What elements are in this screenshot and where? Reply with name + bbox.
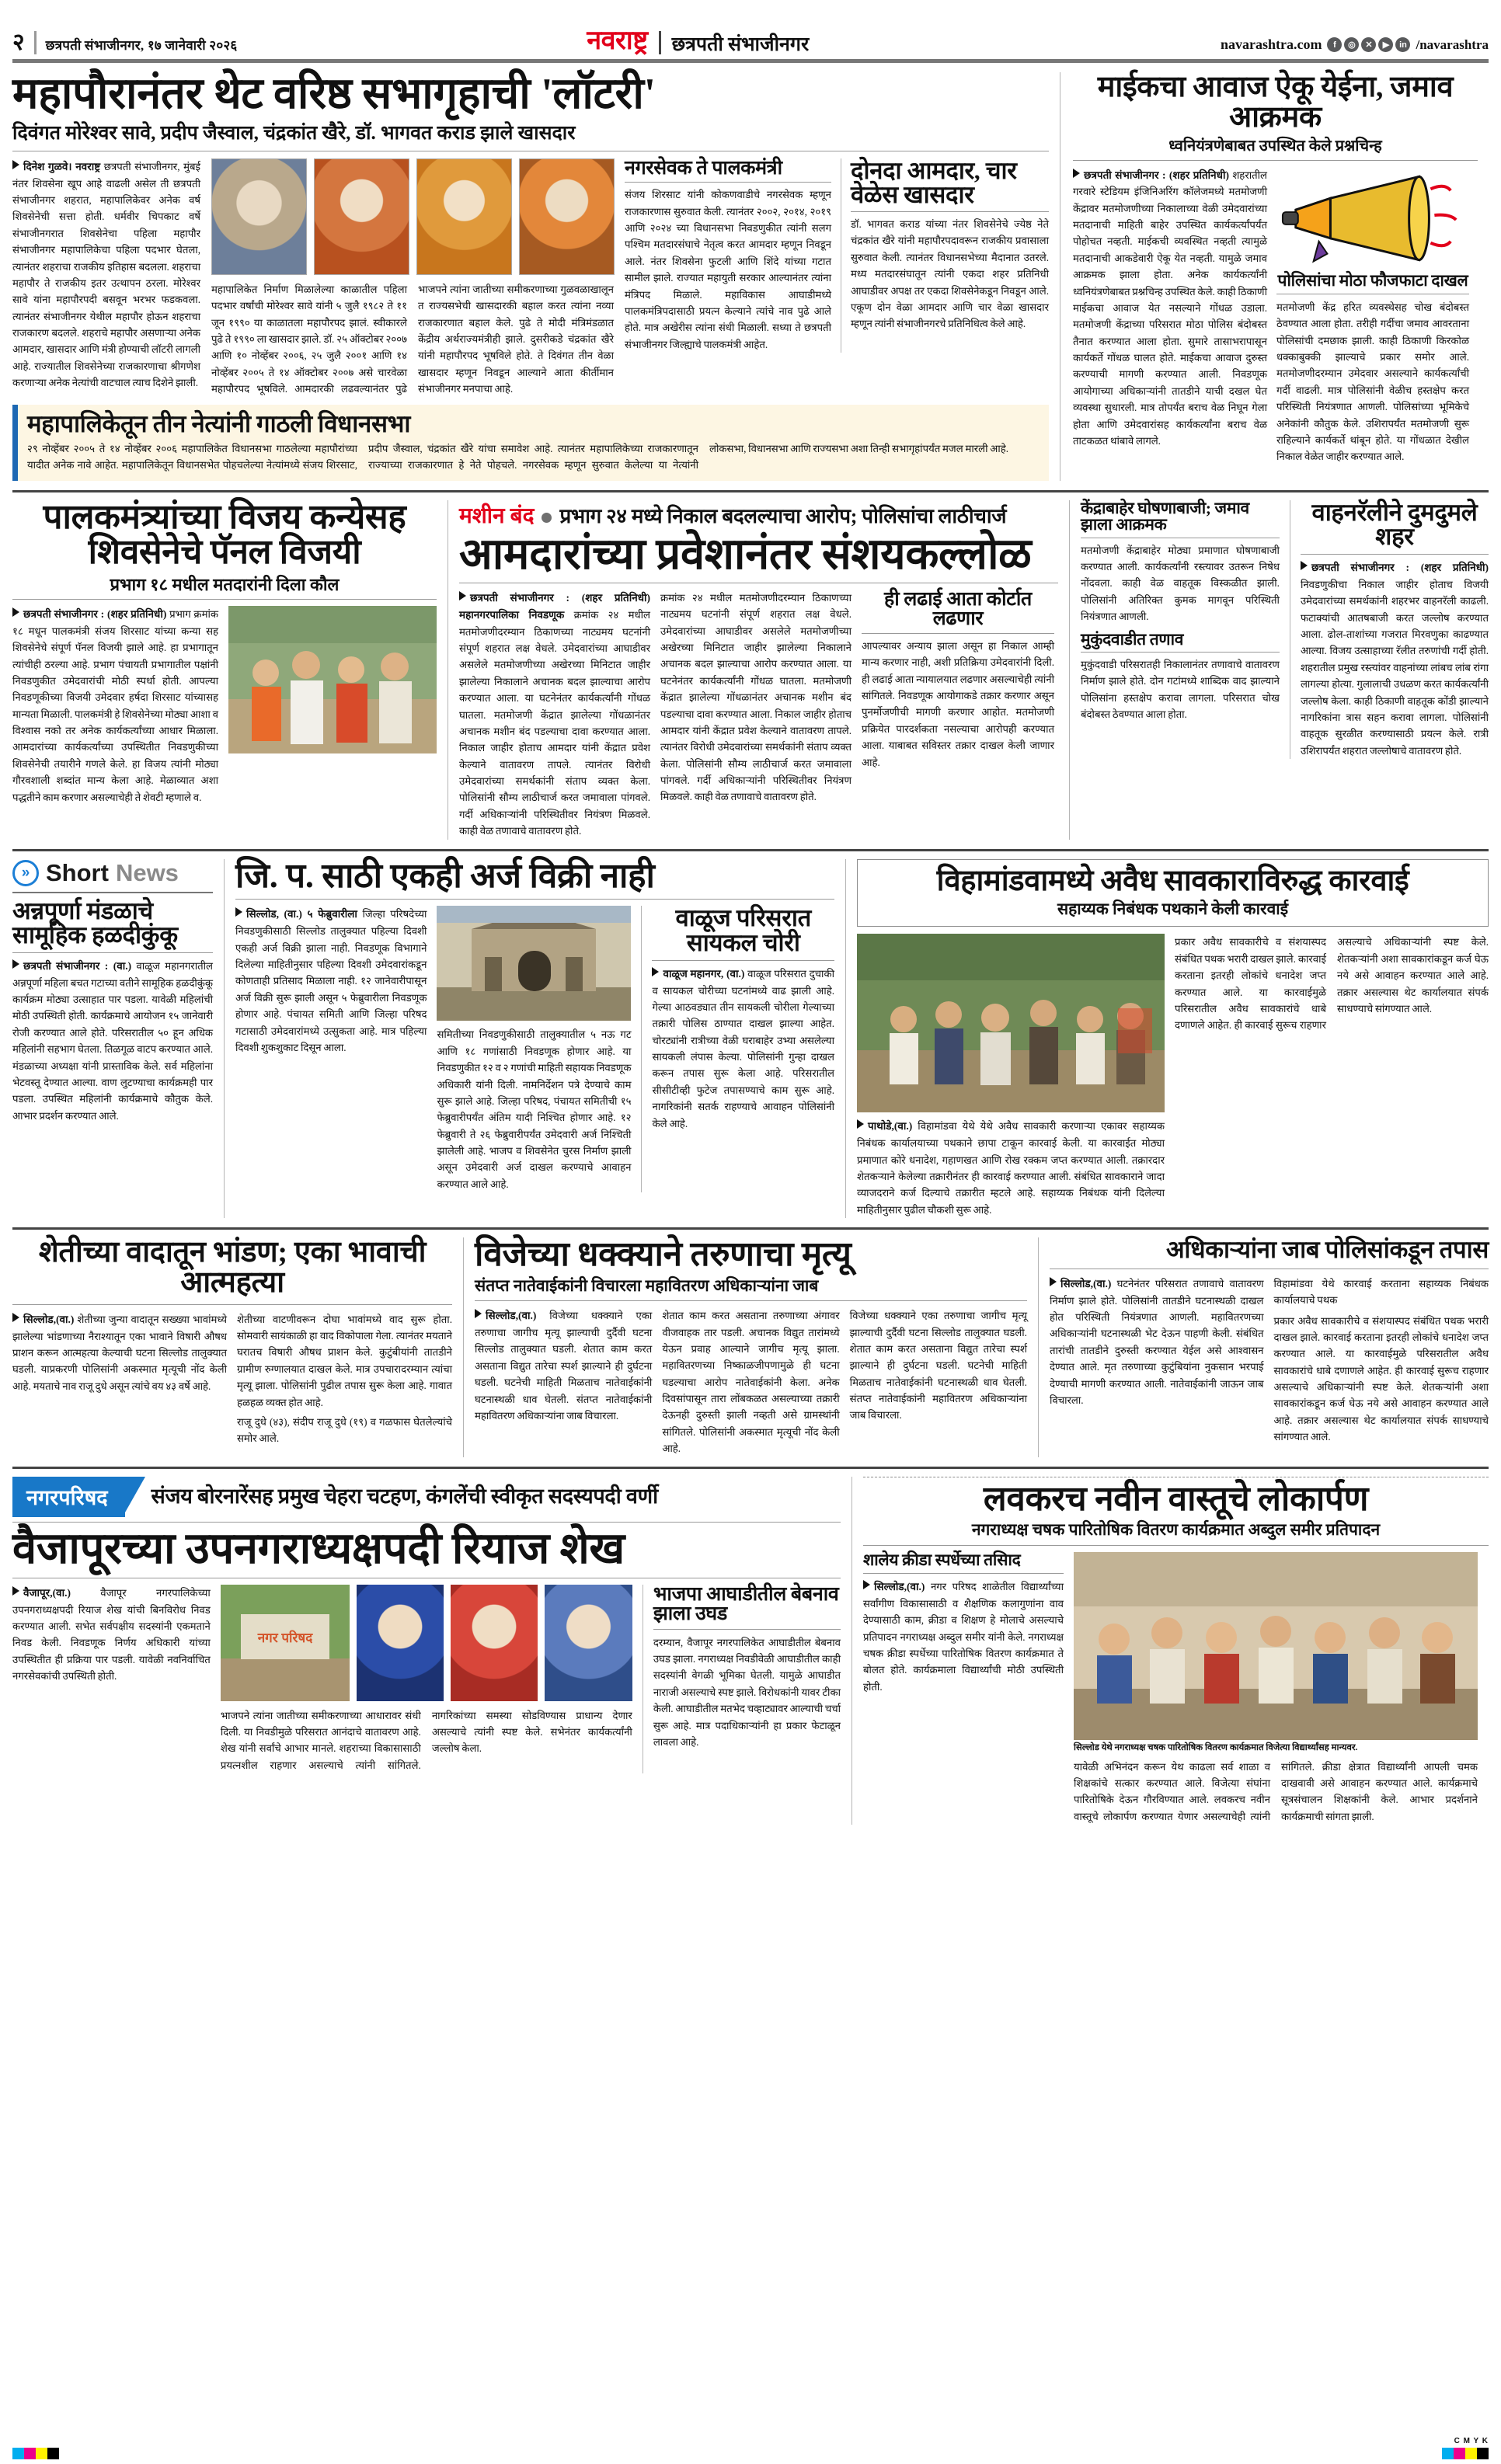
mike-body-2: मतमोजणी केंद्र हरित व्यवस्थेसह चोख बंदोबस्त ठेवण्यात आला होता. तरीही गर्दीचा जमाव आवरताना पोलिसांची दमछाक झाली. काही ठिकाणी किरकोळ धक्काबुक्की झाल्याचे प्रकार समोर आले. मतमोजणीदरम्यान उमेदवार असल्याने कार्यकर्त्यांची गर्दी वाढली. मात्र पोलिसांनी वेळीच हस्तक्षेप करत परिस्थिती नियंत्रणात आणली. पोलिसांच्या भूमिकेचे अनेकांनी कौतुक केले. उशिरापर्यंत मतमोजणी सुरू राहिल्याने कार्यकर्ते थांबून होते. या गोंधळात देखील निकाल वेळेत जाहीर करण्यात आले. — [1276, 301, 1469, 463]
farm-byline: सिल्लोड,(वा.) — [23, 1313, 75, 1325]
rally-body: निवडणुकीचा निकाल जाहीर होताच विजयी उमेदवारांच्या समर्थकांनी शहरभर वाहनरॅली काढली. फटाक्यांची आतषबाजी करत जल्लोष करण्यात आला. ढोल-ताशांच्या गजरात मिरवणुका काढण्यात आल्या. विजय उत्साहाच्या रॅलीत तरुणांची गर्दी होती. शहरातील प्रमुख रस्त्यांवर वाहनांच्या लांबच लांब रांगा लागल्या होत्या. गुलालाची उधळण करत कार्यकर्त्यांनी जल्लोष केला. काही ठिकाणी वाहतूक कोंडी झाल्याने नागरिकांना त्रास सहन करावा लागला. पोलिसांनी वाहतूक सुरळीत करण्यासाठी प्रयत्न केले. रात्री उशिरापर्यंत शहरात जल्लोषाचे वातावरण होते. — [1300, 578, 1489, 757]
award-body: नगर परिषद शाळेतील विद्यार्थ्यांच्या सर्वांगीण विकासासाठी व शैक्षणिक कलागुणांना वाव देण्यासाठी काम, क्रीडा व शिक्षण हे मोलाचे असल्याचे प्रतिपादन नगराध्यक्ष अब्दुल समीर यांनी केले. नगराध्यक्ष चषक क्रीडा स्पर्धेच्या पारितोषिक वितरण कार्यक्रमात ते बोलत होते. कार्यक्रमाला विद्यार्थ्यांची मोठी उपस्थिती होती. — [863, 1580, 1064, 1693]
machine-right-col — [1069, 500, 1489, 840]
lead-box-2-body: डॉ. भागवत कराड यांच्या नंतर शिवसेनेचे ज्येष्ठ नेते चंद्रकांत खैरे यांनी महापौरपदावरून राजकीय प्रवासाला सुरुवात केली. त्यानंतर विधानसभेच्या मैदानात उतरले. मध्य मतदारसंघातून त्यांनी एकदा शहर प्रतिनिधी आघाडीवर अपक्ष तर एकदा शिवसेनेकडून निवडून आले. एकूण दोन वेळा आमदार आणि चार वेळा खासदार म्हणून त्यांनी संभाजीनगरचे प्रतिनिधित्व केले आहे. — [851, 218, 1049, 330]
mike-photo-caption: पोलिसांचा मोठा फौजफाटा दाखल — [1277, 270, 1468, 290]
zp-body-2: समितीच्या निवडणुकीसाठी तालुक्यातील ५ नऊ गट आणि १८ गणांसाठी निवडणूक होणार आहे. या निवडणुकीत १२ व २ गणांची माहिती सहायक निवडणूक अधिकारी यांनी दिली. नामनिर्देशन पत्रे देण्याचे काम सुरू झाले आहे. जिल्हा परिषद, पंचायत समितीची १५ फेब्रुवारीपर्यंत अंतिम यादी निश्चित होणार आहे. १२ फेब्रुवारी ते २६ फेब्रुवारीपर्यंत उमेदवारी अर्ज निश्चिती झालेली आहे. भाजप व शिवसेनेत चुरस निर्माण झाली असून उमेदवारी अर्ज दाखल करण्याचे आवाहन करण्यात आले आहे. — [437, 1028, 632, 1190]
lead-box-2 — [841, 158, 1049, 353]
award-col-2 — [1074, 1552, 1478, 1825]
award-kicker: नगराध्यक्ष चषक पारितोषिक वितरण कार्यक्रमात अब्दुल समीर प्रतिपादन — [971, 1520, 1381, 1540]
brand-edition-city: छत्रपती संभाजीनगर — [671, 34, 810, 55]
award-subheadline: शालेय क्रीडा स्पर्धेच्या तसिाद — [863, 1550, 1021, 1569]
zp-col-1 — [235, 906, 427, 1192]
farm-headline: शेतीच्या वादातून भांडण; एका भावाची आत्महत्या — [38, 1236, 427, 1299]
brand-block — [587, 28, 809, 54]
machine-box1-body: आपल्यावर अन्याय झाला असून हा निकाल आम्ही मान्य करणार नाही, अशी प्रतिक्रिया उमेदवारांनी दिली. ही लढाई आता न्यायालयात लढणार असल्याचेही त्यांनी सांगितले. निवडणूक आयोगाकडे तक्रार करणार असून पुनर्मोजणीची मागणी करणार आहोत. मतमोजणी प्रक्रियेत पारदर्शकता नसल्याचा आरोपही करण्यात आला. याबाबत सविस्तर तक्रार दाखल केली जाणार आहे. — [862, 639, 1054, 768]
bullet-icon — [12, 160, 19, 169]
np-byline: वैजापूर,(वा.) — [23, 1586, 71, 1599]
vihamandwa-photo — [857, 934, 1165, 1112]
award-headline: लवकरच नवीन वास्तूचे लोकार्पण — [983, 1479, 1369, 1518]
panel-byline: छत्रपती संभाजीनगर : (शहर प्रतिनिधी) — [23, 607, 167, 620]
vihamandwa-photo-col — [857, 934, 1165, 1218]
lead-section — [12, 72, 1489, 481]
np-photo-4 — [545, 1585, 632, 1701]
megaphone-icon — [1276, 167, 1469, 268]
masthead-social — [1221, 37, 1489, 54]
machine-box2-body2: मुकुंदवाडी परिसरातही निकालानंतर तणावाचे वातावरण निर्माण झाले होते. दोन गटांमध्ये शाब्दिक वाद झाल्याने पोलिसांना हस्तक्षेप करावा लागला. परिसरात चोख बंदोबस्त ठेवण्यात आला होता. — [1081, 658, 1280, 721]
vihamandwa-subheadline: सहाय्यक निबंधक पथकाने केली कारवाई — [1057, 900, 1289, 919]
panel-photo-figures — [228, 606, 437, 753]
portrait-4 — [519, 158, 615, 275]
lead-main — [12, 72, 1060, 481]
mike-col-2 — [1276, 167, 1469, 465]
np-col-2 — [221, 1585, 632, 1774]
vihamandwa-photo-scene — [857, 934, 1165, 1112]
svg-text:नगर परिषद: नगर परिषद — [257, 1630, 313, 1645]
mike-headline: माईकचा आवाज ऐकू येईना, जमाव आक्रमक — [1097, 71, 1454, 134]
np-photo-1-wrap — [221, 1585, 350, 1701]
mike-byline: छत्रपती संभाजीनगर : (शहर प्रतिनिधी) — [1084, 169, 1229, 181]
electric-col-1 — [475, 1307, 652, 1456]
x-twitter-icon[interactable]: ✕ — [1361, 37, 1376, 52]
zp-byline: सिल्लोड, (वा.) ५ फेब्रुवारीला — [246, 908, 357, 921]
lead-box-1-title: नगरसेवक ते पालकमंत्री — [625, 157, 782, 179]
np-photo-1 — [221, 1585, 350, 1701]
lead-subheadline: दिवंगत मोरेश्वर सावे, प्रदीप जैस्वाल, चंद्रकांत खैरे, डॉ. भागवत कराड झाले खासदार — [12, 123, 576, 144]
portrait-photo-4 — [519, 158, 615, 275]
zp-body: जिल्हा परिषदेच्या निवडणुकीसाठी सिल्लोड तालुक्यात पहिल्या दिवशी एकही अर्ज विक्री झाला नाही. निवडणूक विभागाने दिलेल्या माहितीनुसार पहिल्या दिवशी उमेदवारांकडून कोणताही प्रतिसाद मिळाला नाही. १२ जानेवारीपासून अर्ज विक्री सुरू झाली असून ५ फेब्रुवारीला निवडणूक होणार आहे. पंचायत समिती आणि जिल्हा परिषद गटासाठी उमेदवारांमध्ये उत्सुकता आहे. मात्र पहिल्या दिवशी शुकशुकाट दिसून आला. — [235, 908, 427, 1053]
farm-col-2 — [237, 1311, 452, 1447]
machine-kicker: प्रभाग २४ मध्ये निकाल बदलल्याचा आरोप; पोलिसांचा लाठीचार्ज — [559, 504, 1007, 527]
lead-highlight-box — [12, 405, 1049, 480]
machine-col-3 — [862, 590, 1054, 840]
vihamandwa-body: विहामांडवा येथे येथे अवैध सावकारी करणाऱ्या एकावर सहाय्यक निबंधक कार्यालयाच्या पथकाने छापा टाकून कारवाई केली. या कारवाईत मोठ्या प्रमाणात कोरे धनादेश, गहाणखत आणि रोख रक्कम जप्त करण्यात आली. तक्रारदार शेतकऱ्याने केलेल्या तक्रारीनंतर ही कारवाई करण्यात आली. संबंधित सावकाराने जादा व्याजदराने कर्ज दिल्याचे तक्रारीत म्हटले आहे. सहाय्यक निबंधक यांनी दिलेल्या माहितीनुसार पुढील चौकशी सुरू आहे. — [857, 1120, 1165, 1216]
vihamandwa-box — [857, 859, 1489, 927]
np-body-2: भाजपने त्यांना जातीच्या समीकरणाच्या आधारावर संधी दिली. या निवडीमुळे परिसरात आनंदाचे वातावरण आहे. शेख यांनी सर्वांचे आभार मानले. शहराच्या विकासासाठी प्रयत्नशील राहणार असल्याचे त्यांनी सांगितले. नागरिकांच्या समस्या सोडविण्यास प्राधान्य देणार असल्याचे त्यांनी स्पष्ट केले. सभेनंतर कार्यकर्त्यांनी जल्लोष केला. — [220, 1709, 632, 1771]
website-url[interactable]: navarashtra.com — [1221, 37, 1322, 52]
np-photo-2 — [357, 1585, 444, 1701]
bullet-icon — [12, 1586, 19, 1596]
bullet-icon — [652, 967, 659, 976]
masthead-divider — [34, 31, 37, 54]
electric-body-3: विजेच्या धक्क्याने एका तरुणाचा जागीच मृत्यू झाल्याची दुर्दैवी घटना सिल्लोड तालुक्यात घडली. शेतात काम करत असताना विद्युत तारेचा स्पर्श झाल्याने ही दुर्घटना घडली. घटनेची माहिती मिळताच नातेवाईकांनी घटनास्थळी धाव घेतली. संतप्त नातेवाईकांनी महावितरण अधिकाऱ्यांना जाब विचारला. — [849, 1310, 1027, 1422]
award-col-1 — [863, 1552, 1064, 1825]
rally-story — [1290, 500, 1489, 759]
mike-subheadline: ध्वनियंत्रणेबाबत उपस्थित केले प्रश्नचिन्ह — [1168, 137, 1382, 155]
police-col-1 — [1050, 1276, 1264, 1446]
np-photo-2-wrap — [357, 1585, 444, 1701]
machine-box2-body: मतमोजणी केंद्राबाहेर मोठ्या प्रमाणात घोषणाबाजी करण्यात आली. कार्यकर्त्यांनी रस्त्यावर उतरून निषेध नोंदवला. काही वेळ वाहतूक विस्कळीत झाली. पोलिसांनी अतिरिक्त कुमक मागवून परिस्थिती नियंत्रणात आणली. — [1081, 544, 1280, 623]
portrait-strip — [211, 158, 614, 275]
np-box — [643, 1585, 841, 1774]
machine-box2-title: केंद्राबाहेर घोषणाबाजी; जमाव झाला आक्रमक — [1081, 498, 1249, 534]
panel-subheadline: प्रभाग १८ मधील मतदारांनी दिला कौल — [110, 574, 340, 594]
panel-headline: पालकमंत्र्यांच्या विजय कन्येसह शिवसेनेचे पॅनल विजयी — [43, 497, 406, 571]
social-icons — [1327, 37, 1410, 52]
section-rule-4 — [12, 1467, 1489, 1469]
electric-body: विजेच्या धक्क्याने एका तरुणाचा जागीच मृत्यू झाल्याची दुर्दैवी घटना सिल्लोड तालुक्यात घडली. शेतात काम करत असताना विद्युत तारेचा स्पर्श झाल्याने ही दुर्घटना घडली. घटनेची माहिती मिळताच नातेवाईकांनी घटनास्थळी धाव घेतली. संतप्त नातेवाईकांनी महावितरण अधिकाऱ्यांना जाब विचारला. — [475, 1310, 653, 1422]
police-body-2: प्रकार अवैध सावकारीचे व संशयास्पद संबंधित पथक भरारी दाखल झाले. कारवाई करताना इतरही लोकांचे धनादेश जप्त करण्यात आले. या कारवाईमुळे परिसरातील अवैध सावकारांचे धाबे दणाणले आहेत. ही कारवाई सुरूच राहणार असल्याचे अधिकाऱ्यांनी स्पष्ट केले. शेतकऱ्यांनी अशा सावकारांकडून कर्ज घेऊ नये असे आवाहन करण्यात आले आहे. तक्रार असल्यास थेट कार्यालयात संपर्क साधण्याचे सांगण्यात आले. — [1273, 1314, 1489, 1443]
bullet-icon — [475, 1309, 482, 1318]
award-byline: सिल्लोड,(वा.) — [874, 1580, 925, 1592]
linkedin-icon[interactable]: in — [1395, 37, 1410, 52]
valuj-headline: वाळूज परिसरात सायकल चोरी — [675, 904, 811, 957]
electric-byline: सिल्लोड,(वा.) — [486, 1310, 537, 1322]
cmyk-marks-right — [1442, 2448, 1489, 2459]
lead-box-1-body: संजय शिरसाट यांनी कोकणवाडीचे नगरसेवक म्हणून राजकारणास सुरुवात केली. त्यानंतर २००२, २०१४, २०१९ आणि २०२४ च्या विधानसभा निवडणुकीत त्यांनी सलग पश्चिम मतदारसंघाचे नेतृत्व करत आमदार म्हणून निवडून आले. नंतर शिवसेना फुटली आणि शिंदे यांच्या गटात सामील झाले. राज्यात महायुती सरकार आल्यानंतर त्यांना मंत्रिपद मिळाले. महाविकास आघाडीमध्ये पालकमंत्रिपदासाठी प्रयत्न केल्याने त्यांचे नाव पुढे आले होते. मात्र अखेरीस त्यांना संधी मिळाली. सध्या ते छत्रपती संभाजीनगर जिल्ह्याचे पालकमंत्री आहेत. — [625, 189, 831, 350]
portrait-photo-1 — [211, 158, 307, 275]
farm-body-2: शेतीच्या वाटणीवरून दोघा भावांमध्ये वाद सुरू होता. सोमवारी सायंकाळी हा वाद विकोपाला गेला. त्यानंतर मयताने घरातच विषारी औषध प्राशन केले. कुटुंबीयांनी तातडीने ग्रामीण रुग्णालयात दाखल केले. मात्र उपचारादरम्यान त्यांचा मृत्यू झाला. पोलिसांनी पुढील तपास सुरू केला आहे. गावात हळहळ व्यक्त होत आहे. — [237, 1313, 452, 1408]
lead-byline: दिनेश गुळवे। नवराष्ट्र — [23, 160, 101, 172]
police-story — [1038, 1237, 1489, 1456]
electric-body-2: शेतात काम करत असताना तरुणाच्या अंगावर वीजवाहक तार पडली. अचानक विद्युत तारांमध्ये येऊन प्रवाह आल्याने जागीच मृत्यू झाला. महावितरणच्या निष्काळजीपणामुळे ही घटना घडल्याचा आरोप नातेवाईकांनी केला. अनेक दिवसांपासून तारा लोंबकळत असल्याच्या तक्रारी देऊनही दुरुस्ती झाली नव्हती असे ग्रामस्थांनी सांगितले. पोलिसांनी अकस्मात मृत्यूची नोंद केली आहे. — [662, 1310, 840, 1455]
lead-col-3 — [625, 158, 1049, 398]
bullet-icon — [1050, 1277, 1057, 1286]
bullet-dot-icon — [542, 513, 552, 523]
lead-col-2 — [211, 158, 614, 398]
police-byline: सिल्लोड,(वा.) — [1060, 1277, 1112, 1289]
machine-byline: छत्रपती संभाजीनगर : (शहर प्रतिनिधी) महानगरपालिका निवडणूक — [459, 591, 650, 621]
zp-headline: जि. प. साठी एकही अर्ज विक्री नाही — [235, 856, 655, 895]
electric-col-3 — [850, 1307, 1027, 1456]
machine-story — [448, 500, 1069, 840]
vihamandwa-story — [845, 859, 1489, 1219]
bullet-icon — [459, 591, 466, 600]
portrait-1 — [211, 158, 307, 275]
rally-byline: छत्रपती संभाजीनगर : (शहर प्रतिनिधी) — [1311, 562, 1489, 574]
lead-box-2-title: दोनदा आमदार, चार वेळेस खासदार — [851, 156, 1017, 209]
farm-body: शेतीच्या जुन्या वादातून सख्ख्या भावांमध्ये झालेल्या भांडणाच्या नैराश्यातून एका भावाने विषारी औषध प्राशन करून आत्महत्या केल्याची घटना सिल्लोड तालुक्यात घडली. याप्रकरणी पोलिसांनी अकस्मात मृत्यूची नोंद केली आहे. मयताचे नाव राजू दुधे असून त्यांचे वय ४३ वर्षे आहे. — [12, 1313, 227, 1392]
second-band — [12, 497, 1489, 840]
np-photo-4-wrap — [545, 1585, 632, 1701]
mike-col-1 — [1073, 167, 1267, 465]
vihamandwa-headline: विहामांडवामध्ये अवैध सावकाराविरुद्ध कारवाई — [936, 864, 1409, 897]
lead-body-1: छत्रपती संभाजीनगर, मुंबई नंतर शिवसेना खूप आहे वाढली असेल ती छत्रपती संभाजीनगर शहरात, महापालिकेवर अनेक वर्ष शिवसेनेची सत्ता होती. धर्मवीर चिपकाट वर्षे संभाजीनगरात शिवसेनेचा पहिला महापौर संभाजीनगर महापालिकेचा पहिला पदभार घेतला, त्यानंतर शहराचा राजकीय इतिहास बदलला. शहराचा महापौर ते राजकीय इतर उत्थापन ठरला. मोरेश्वर सावे यांना महापौरपदी बसवून भरभर फडकवला. त्यानंतर संभाजीनगर येथील महापौर होऊन शहराचा राजकारण बदलले. शहराचे महापौर असणाऱ्या अनेक आमदार, खासदार आणि मंत्री होण्याची लॉटरी लागली आहे. राज्यातील शिवसेनेच्या राजकारणाचा श्रीगणेश करणाऱ्या अनेक नेत्यांची वाटचाल त्याच दिशेने झाली. — [12, 160, 200, 389]
machine-col-1 — [459, 590, 650, 840]
bullet-icon — [12, 607, 19, 617]
police-headline: अधिकाऱ्यांना जाब पोलिसांकडून तपास — [1166, 1236, 1489, 1264]
np-box-body: दरम्यान, वैजापूर नगरपालिकेत आघाडीतील बेबनाव उघड झाला. नगराध्यक्ष निवडीवेळी आघाडीतील काही सदस्यांनी वेगळी भूमिका घेतली. यामुळे आघाडीत नाराजी असल्याचे स्पष्ट झाले. विरोधकांनी यावर टीका केली. आघाडीतील मतभेद चव्हाट्यावर आल्याची चर्चा सुरू आहे. मात्र पदाधिकाऱ्यांनी हा प्रकार फेटाळून लावला आहे. — [653, 1636, 841, 1748]
machine-headline: आमदारांच्या प्रवेशानंतर संशयकल्लोळ — [459, 530, 1032, 579]
vihamandwa-byline: पाथोडे,(वा.) — [868, 1120, 913, 1133]
zp-photo-building — [437, 906, 631, 1021]
brand-logo: नवराष्ट्र — [587, 26, 648, 55]
farm-col-1 — [12, 1311, 227, 1447]
masthead — [12, 11, 1489, 54]
police-col-2 — [1274, 1276, 1489, 1446]
vihamandwa-body-2: प्रकार अवैध सावकारीचे व संशयास्पद संबंधित पथक भरारी दाखल झाले. कारवाई करताना इतरही लोकांचे धनादेश जप्त करण्यात आले. या कारवाईमुळे परिसरातील अवैध सावकारांचे धाबे दणाणले आहेत. ही कारवाई सुरूच राहणार असल्याचे अधिकाऱ्यांनी स्पष्ट केले. शेतकऱ्यांनी अशा सावकारांकडून कर्ज घेऊ नये असे आवाहन करण्यात आले आहे. तक्रार असल्यास थेट कार्यालयात संपर्क साधण्याचे सांगण्यात आले. — [1175, 936, 1489, 1032]
megaphone-photo — [1276, 167, 1469, 268]
mike-story — [1060, 72, 1478, 481]
valuj-body: वाळूज परिसरात दुचाकी व सायकल चोरीच्या घटनांमध्ये वाढ झाली आहे. गेल्या आठवड्यात तीन सायकली चोरीला गेल्याच्या तक्रारी पोलिस ठाण्यात दाखल झाल्या आहेत. चोरट्यांनी रात्रीच्या वेळी घराबाहेर उभ्या असलेल्या सायकली लंपास केल्या. पोलिसांनी गुन्हा दाखल करून तपास सुरू केला आहे. परिसरातील सीसीटीव्ही फुटेज तपासण्याचे काम सुरू आहे. नागरिकांनी सतर्क राहण्याचे आवाहन पोलिसांनी केले आहे. — [652, 967, 834, 1129]
nagarparishad-kicker: संजय बोरनारेंसह प्रमुख चेहरा चटहण, कंगलेंची स्वीकृत सदस्यपदी वर्णी — [151, 1484, 658, 1508]
lead-body-2: महापालिकेत निर्माण मिळालेल्या काळातील पहिला पदभार वर्षांची मोरेश्वर सावे यांनी ५ जुलै १९८२ ते ११ जून १९९० या काळातला महापौरपद झालं. स्वीकारले पुढे ते १९९० ला खासदार झाले. डॉ. २५ ऑक्टोबर २००७ आणि १० नोव्हेंबर २००६, २५ जुलै २००१ आणि १४ नोव्हेंबर २००५ ते १४ ऑक्टोबर २००७ असे चारवेळा महापौरपद भूषविले. आमदारकी लढवल्यानंतर पुढे भाजपने त्यांना जातीच्या समीकरणाच्या गुळवळाखालून त राज्यसभेची खासदारकी बहाल करत त्यांना नव्या राजकारणात बहाल केले. पुढे ते मोदी मंत्रिमंडळात केंद्रीय अर्थराज्यमंत्रीही झाले. दुसरीकडे चंद्रकांत खैरे यांनी महापौरपद भूषविले होते. ते दिवंगत तीन वेळा खासदार म्हणून निवडून आल्याने आता कीर्तीमान संभाजीनगर मनपाचा आहे. — [211, 283, 614, 395]
valuj-story — [641, 906, 834, 1192]
lead-box-1 — [625, 158, 831, 353]
award-story — [851, 1477, 1489, 1825]
short-news-label-1: Short — [46, 858, 109, 886]
zp-story — [224, 856, 845, 1219]
section-rule-2 — [12, 849, 1489, 851]
mike-body: शहरातील गरवारे स्टेडियम इंजिनिअरिंग कॉलेजमध्ये मतमोजणी केंद्रावर मतमोजणीच्या निकालाच्या वेळी उमेदवारांच्या मतदानाची माहिती बाहेर उपस्थित कार्यकर्त्यांपर्यंत पोहोचत नव्हती. माईकची व्यवस्थित नव्हती त्यामुळे मतदानाची आकडेवारी ऐकू येत नव्हती. यामुळे जमाव आक्रमक झाला होता. अनेक कार्यकर्त्यांनी ध्वनियंत्रणेबाबत प्रश्नचिन्ह उपस्थित केले. काही ठिकाणी माईकचा आवाज येत नसल्याने गोंधळ उडाला. मतमोजणी केंद्राच्या परिसरात मोठा पोलिस बंदोबस्त तैनात करण्यात आला होता. सुमारे तासाभरापासून कार्यकर्ते गोंधळ घालत होते. माईकचा आवाज दुरुस्त करण्याची मागणी करण्यात आली. निवडणूक आयोगाच्या अधिकाऱ्यांनी तातडीने याची दखल घेत व्यवस्था सुधारली. मात्र तोपर्यंत बराच वेळ निघून गेला होता आणि उमेदवारांसह कार्यकर्त्यांना बराच वेळ ताटकळत थांबावे लागले. — [1073, 169, 1267, 447]
award-photo-scene — [1074, 1552, 1478, 1740]
award-photo — [1074, 1552, 1478, 1740]
np-col-1 — [12, 1585, 211, 1774]
portrait-3 — [416, 158, 512, 275]
short-news-header — [12, 859, 213, 887]
portrait-2 — [314, 158, 409, 275]
award-body-2: यावेळी अभिनंदन करून येथ काढला सर्व शाळा व शिक्षकांचे सत्कार करण्यात आले. विजेत्या संघांना पारितोषिके देऊन गौरविण्यात आले. लवकरच नवीन वास्तूचे लोकार्पण करण्यात येणार असल्याचेही त्यांनी सांगितले. क्रीडा क्षेत्रात विद्यार्थ्यांनी आपली चमक दाखवावी असे आवाहन करण्यात आले. कार्यक्रमाचे सूत्रसंचालन शिक्षकांनी केले. आभार प्रदर्शनाने कार्यक्रमाची सांगता झाली. — [1074, 1760, 1478, 1822]
electric-headline: विजेच्या धक्क्याने तरुणाचा मृत्यू — [475, 1235, 851, 1274]
nagarparishad-tag: नगरपरिषद — [12, 1477, 125, 1517]
bullet-icon — [12, 959, 19, 969]
short-news-body: वाळूज महानगरातील अन्नपूर्णा महिला बचत गटाच्या वतीने सामूहिक हळदीकुंकू कार्यक्रम मोठ्या उत्साहात पार पडला. यावेळी महिलांची मोठी उपस्थिती होती. कार्यक्रमाचे आयोजन १५ जानेवारी रोजी करण्यात आले होते. परिसरातील ५० हून अधिक महिलांनी सहभाग घेतला. तिळगूळ वाटप करण्यात आले. मंडळाच्या अध्यक्षा यांनी प्रास्ताविक केले. सर्व महिलांना भेटवस्तू देण्यात आल्या. वाण लुटण्याचा कार्यक्रमही पार पडला. उपस्थित महिलांनी कार्यक्रमाचे कौतुक केले. आभार प्रदर्शन करण्यात आले. — [12, 959, 213, 1122]
panel-col-1 — [12, 606, 218, 806]
highlight-body: २९ नोव्हेंबर २००५ ते १४ नोव्हेंबर २००६ महापालिकेत विधानसभा गाठलेल्या महापौरांच्या यादीत अनेक नावे आहेत. महापालिकेतून विधानसभेत पोहचलेल्या नेत्यांमध्ये संजय शिरसाट, प्रदीप जैस्वाल, चंद्रकांत खैरे यांचा समावेश आहे. त्यानंतर महापालिकेच्या राजकारणातून राज्याच्या राजकारणात हे नेते पोहचले. नगरसेवक म्हणून सुरुवात केलेल्या या नेत्यांनी लोकसभा, विधानसभा आणि राज्यसभा अशा तिन्ही सभागृहांपर्यंत मजल मारली आहे. — [27, 443, 1009, 472]
section-rule-3 — [12, 1227, 1489, 1230]
farm-story — [12, 1237, 463, 1456]
machine-box2 — [1081, 500, 1280, 759]
masthead-rule — [12, 59, 1489, 63]
short-news-headline: अन्नपूर्णा मंडळाचे सामूहिक हळदीकुंकू — [12, 896, 178, 949]
panel-photo — [228, 606, 437, 753]
np-photo-3-wrap — [451, 1585, 538, 1701]
machine-box1-title: ही लढाई आता कोर्टात लढणार — [884, 588, 1032, 630]
panel-col-2 — [228, 606, 437, 806]
section-rule-1 — [12, 490, 1489, 492]
np-box-title: भाजपा आघाडीतील बेबनाव झाला उघड — [653, 1583, 839, 1625]
nagarparishad-headline: वैजापूरच्या उपनगराध्यक्षपदी रियाज शेख — [12, 1524, 625, 1573]
dateline: छत्रपती संभाजीनगर, १७ जानेवारी २०२६ — [45, 38, 238, 53]
farm-detail: राजू दुधे (४३), संदीप राजू दुधे (१९) व गळफास घेतलेल्यांचे समोर आले. — [237, 1415, 452, 1445]
machine-badge: मशीन बंद — [459, 503, 535, 528]
shortnews-band — [12, 856, 1489, 1219]
masthead-left — [12, 31, 237, 54]
bullet-icon — [863, 1580, 870, 1589]
instagram-icon[interactable]: ◎ — [1344, 37, 1359, 52]
nagarparishad-story — [12, 1477, 851, 1825]
electric-col-2 — [662, 1307, 839, 1456]
vihamandwa-text-col — [1175, 934, 1489, 1218]
page-number: २ — [12, 30, 25, 55]
bullet-icon — [235, 907, 242, 917]
lead-col-1 — [12, 158, 200, 398]
valuj-byline: वाळूज महानगर, (वा.) — [663, 967, 745, 980]
electric-story — [463, 1237, 1038, 1456]
highlight-title: महापालिकेतून तीन नेत्यांनी गाठली विधानसभा — [27, 410, 411, 438]
brand-separator — [659, 31, 661, 54]
zp-photo — [437, 906, 631, 1021]
vihamandwa-caption: विहामांडवा येथे कारवाई करताना सहाय्यक निबंधक कार्यालयाचे पथक — [1273, 1277, 1489, 1307]
short-news — [12, 859, 224, 1219]
cmyk-marks-left — [12, 2448, 59, 2459]
youtube-icon[interactable]: ▶ — [1378, 37, 1393, 52]
machine-box2-title2: मुकुंदवाडीत तणाव — [1081, 629, 1184, 649]
rally-headline: वाहनरॅलीने दुमदुमले शहर — [1311, 498, 1478, 551]
short-news-label-2: News — [115, 858, 179, 886]
bullet-icon — [1073, 169, 1080, 178]
arrow-circle-icon: » — [12, 860, 39, 886]
panel-body: प्रभाग क्रमांक १८ मधून पालकमंत्री संजय शिरसाट यांच्या कन्या सह शिवसेनेचे संपूर्ण पॅनल विजयी झाले आहे. हा प्रभागातून त्यांचीही ठरल्या आहे. प्रभाग पंचायती प्रभागातील पक्षांनी निवडणुकीत उमेदवारांची मोठी स्पर्धा होती. आपल्या निवडणूकीच्या विजयी उमेदवार हर्षदा शिरसाट यांच्यासह मान्यता मिळाली. पालकमंत्री हे शिवसेनेच्या मोठ्या आशा व विश्वास नको तर अनेक कार्यकर्त्यांच्या आधार मिळाला. आमदारांच्या कार्यकर्त्यांच्या उपस्थितीत निवडणुकीच्या शिवसेनेची तयारीने गणले केले. हा विजय त्यांनी मोठ्या गौरवशाली शब्दांत मान्य केला आहे. मेळाव्यात अशा पद्धतीने काम करणार असल्याचेही ते शेवटी म्हणाले व. — [12, 607, 218, 803]
np-body: वैजापूर नगरपालिकेच्या उपनगराध्यक्षपदी रियाज शेख यांची बिनविरोध निवड करण्यात आली. सभेत सर्वपक्षीय सदस्यांनी एकमताने निवड केली. निवडणूक निर्णय अधिकारी यांच्या उपस्थितीत ही प्रक्रिया पार पडली. यावेळी नवनिर्वाचित नगरसेवकांची उपस्थिती होती. — [12, 1586, 211, 1683]
bullet-icon — [1301, 561, 1308, 570]
panel-story — [12, 497, 448, 840]
machine-body: क्रमांक २४ मधील मतमोजणीदरम्यान ठिकाणच्या नाट्यमय घटनांनी संपूर्ण शहरात लक्ष वेधले. उमेदवारांच्या आघाडीवर असलेले मतमोजणीच्या अखेरच्या मिनिटात जाहीर झालेल्या निकालाने अचानक बदल झाल्याचा आरोप करण्यात आला. या घटनेनंतर कार्यकर्त्यांनी गोंधळ घातला. मतमोजणी केंद्रात झालेल्या गोंधळानंतर अचानक मशीन बंद पडल्याचा दावा करण्यात आला. निकाल जाहीर होताच आमदार यांनी केंद्रात प्रवेश केल्याने वातावरण तापले. त्यानंतर विरोधी उमेदवारांच्या समर्थकांनी संताप व्यक्त केला. पोलिसांनी सौम्य लाठीचार्ज करत जमावाला पांगवले. गर्दी अधिकाऱ्यांनी परिस्थितीवर नियंत्रण मिळवले. काही वेळ तणावाचे वातावरण होते. — [459, 608, 650, 837]
lead-headline: महापौरानंतर थेट वरिष्ठ सभागृहाची 'लॉटरी' — [12, 70, 656, 118]
machine-body-cont: क्रमांक २४ मधील मतमोजणीदरम्यान ठिकाणच्या नाट्यमय घटनांनी संपूर्ण शहरात लक्ष वेधले. उमेदवारांच्या आघाडीवर असलेले मतमोजणीच्या अखेरच्या मिनिटात जाहीर झालेल्या निकालाने अचानक बदल झाल्याचा आरोप करण्यात आला. या घटनेनंतर कार्यकर्त्यांनी गोंधळ घातला. मतमोजणी केंद्रात झालेल्या गोंधळानंतर अचानक मशीन बंद पडल्याचा दावा करण्यात आला. निकाल जाहीर होताच आमदार यांनी केंद्रात प्रवेश केल्याने वातावरण तापले. त्यानंतर विरोधी उमेदवारांच्या समर्थकांनी संताप व्यक्त केला. पोलिसांनी सौम्य लाठीचार्ज करत जमावाला पांगवले. गर्दी अधिकाऱ्यांनी परिस्थितीवर नियंत्रण मिळवले. काही वेळ तणावाचे वातावरण होते. — [660, 591, 851, 803]
cmyk-label: C M Y K — [1454, 2437, 1489, 2445]
short-news-byline: छत्रपती संभाजीनगर : (वा.) — [23, 959, 132, 972]
facebook-icon[interactable]: f — [1327, 37, 1342, 52]
portrait-photo-3 — [416, 158, 512, 275]
police-body: घटनेनंतर परिसरात तणावाचे वातावरण निर्माण झाले होते. पोलिसांनी तातडीने घटनास्थळी दाखल होत परिस्थिती नियंत्रणात आणली. महावितरणच्या अधिकाऱ्यांनी घटनास्थळी भेट देऊन पाहणी केली. संबंधित तारांची तातडीने दुरुस्ती करण्यात येईल असे आश्वासन देण्यात आले. मृत तरुणाच्या कुटुंबियांना नुकसान भरपाई देण्याची मागणी करण्यात आली. नातेवाईकांनी जाऊन जाब विचारला. — [1050, 1277, 1264, 1406]
social-handle: /navarashtra — [1416, 37, 1489, 52]
np-photo-1-scene — [221, 1585, 350, 1701]
fourth-band — [12, 1237, 1489, 1456]
machine-col-2 — [660, 590, 851, 840]
nagarparishad-band — [12, 1477, 1489, 1825]
bullet-icon — [12, 1313, 19, 1322]
portrait-photo-2 — [314, 158, 409, 275]
zp-col-2 — [437, 906, 631, 1192]
np-photo-3 — [451, 1585, 538, 1701]
award-photo-caption: सिल्लोड येथे नगराध्यक्ष चषक पारितोषिक वितरण कार्यक्रमात विजेत्या विद्यार्थ्यांसह मान्यवर. — [1074, 1742, 1358, 1752]
electric-subheadline: संतप्त नातेवाईकांनी विचारला महावितरण अधिकाऱ्यांना जाब — [475, 1276, 819, 1296]
bullet-icon — [857, 1119, 864, 1129]
